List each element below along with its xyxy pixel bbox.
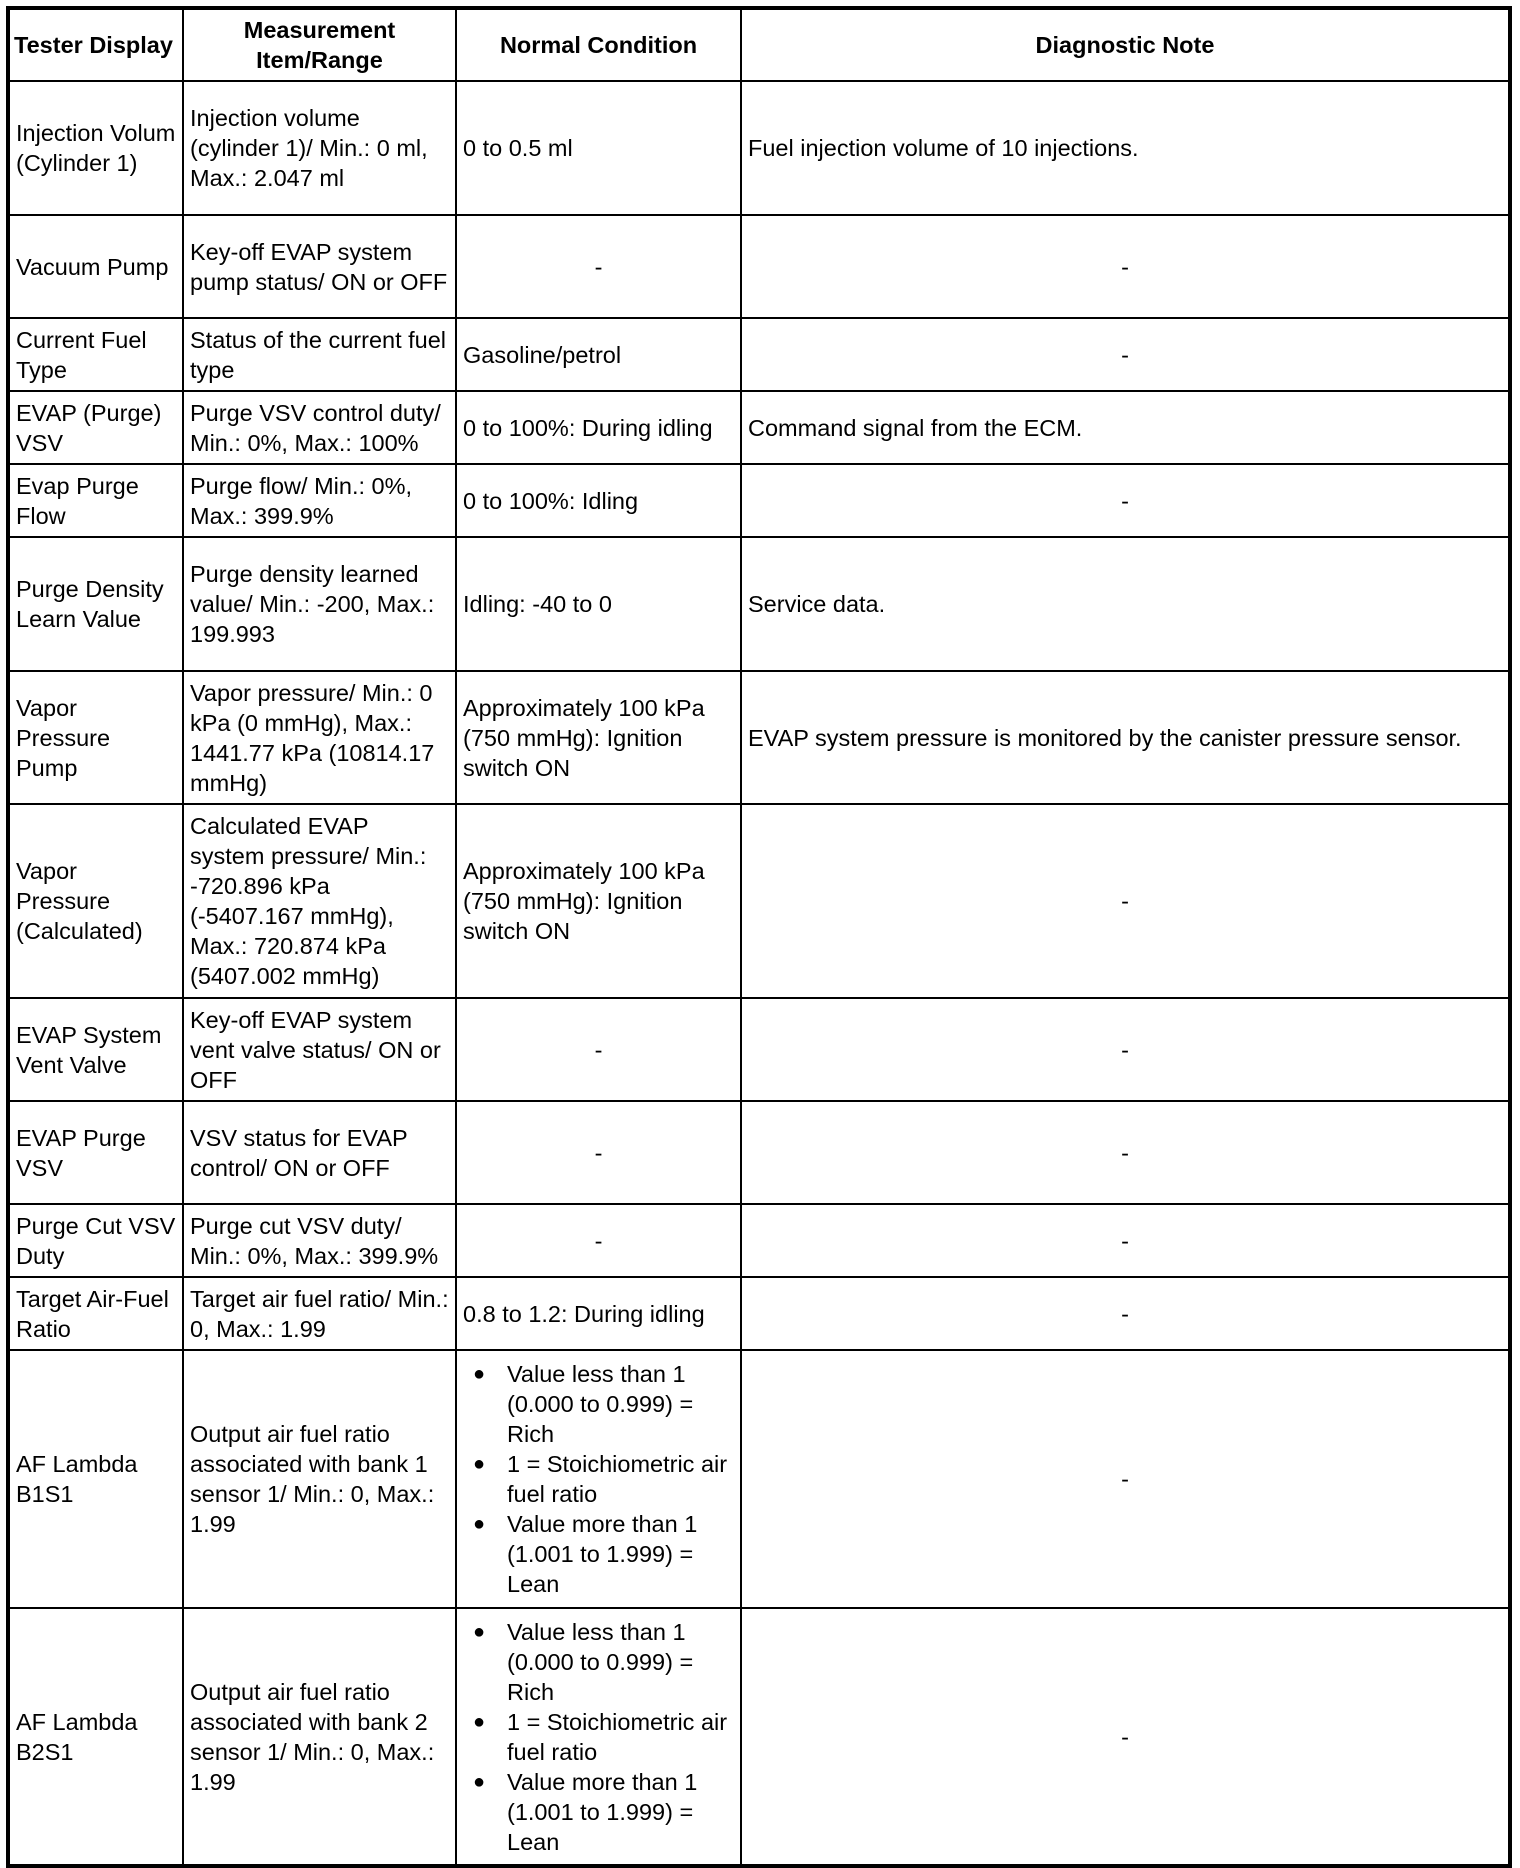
diagnostic-note-cell: - [741,804,1510,998]
table-row [8,1277,1510,1350]
table-row [8,464,1510,537]
tester-display-cell: Current Fuel Type [8,318,183,391]
measurement-cell: Key-off EVAP system pump status/ ON or OFF [183,215,456,318]
tester-display-cell: AF Lambda B2S1 [8,1608,183,1866]
table-row [8,1101,1510,1204]
measurement-cell: Key-off EVAP system vent valve status/ ON or OFF [183,998,456,1101]
measurement-cell: Purge density learned value/ Min.: -200, Max.: 199.993 [183,537,456,671]
normal-condition-cell: Approximately 100 kPa (750 mmHg): Ignition switch ON [456,804,741,998]
header-tester-display: Tester Display [8,8,183,81]
normal-condition-cell [456,1350,741,1608]
diagnostic-note-cell: - [741,1101,1510,1204]
measurement-cell: Calculated EVAP system pressure/ Min.: -720.896 kPa (-5407.167 mmHg), Max.: 720.874 kPa (5407.002 mmHg) [183,804,456,998]
table-row [8,81,1510,215]
diagnostic-note-cell: - [741,464,1510,537]
measurement-cell: Purge cut VSV duty/ Min.: 0%, Max.: 399.9% [183,1204,456,1277]
normal-condition-cell: Gasoline/petrol [456,318,741,391]
measurement-cell: Injection volume (cylinder 1)/ Min.: 0 ml, Max.: 2.047 ml [183,81,456,215]
normal-condition-cell: 0 to 100%: Idling [456,464,741,537]
normal-condition-cell: 0.8 to 1.2: During idling [456,1277,741,1350]
diagnostic-note-cell: - [741,1277,1510,1350]
diagnostic-note-cell: - [741,1204,1510,1277]
data-list-table [6,6,1512,1868]
normal-condition-cell: 0 to 0.5 ml [456,81,741,215]
normal-condition-cell [456,1608,741,1866]
measurement-cell: Vapor pressure/ Min.: 0 kPa (0 mmHg), Max.: 1441.77 kPa (10814.17 mmHg) [183,671,456,804]
list-item: ● Value more than 1 (1.001 to 1.999) = Lean [507,1767,734,1857]
tester-display-cell: Target Air-Fuel Ratio [8,1277,183,1350]
diagnostic-note-cell: - [741,318,1510,391]
list-item: ● Value less than 1 (0.000 to 0.999) = Rich [507,1359,734,1449]
diagnostic-note-cell: - [741,998,1510,1101]
tester-display-cell: Evap Purge Flow [8,464,183,537]
tester-display-cell: Vapor Pressure Pump [8,671,183,804]
tester-display-cell: AF Lambda B1S1 [8,1350,183,1608]
measurement-cell: Output air fuel ratio associated with bank 2 sensor 1/ Min.: 0, Max.: 1.99 [183,1608,456,1866]
header-row [8,8,1510,81]
header-measurement: Measurement Item/Range [183,8,456,81]
tester-display-cell: Purge Density Learn Value [8,537,183,671]
table-row [8,804,1510,998]
list-item: ● 1 = Stoichiometric air fuel ratio [507,1449,734,1509]
table-row [8,1204,1510,1277]
header-diagnostic-note: Diagnostic Note [741,8,1510,81]
diagnostic-note-cell: EVAP system pressure is monitored by the canister pressure sensor. [741,671,1510,804]
table-row [8,537,1510,671]
measurement-cell: Purge flow/ Min.: 0%, Max.: 399.9% [183,464,456,537]
measurement-cell: Output air fuel ratio associated with bank 1 sensor 1/ Min.: 0, Max.: 1.99 [183,1350,456,1608]
normal-condition-cell: - [456,998,741,1101]
table-row [8,671,1510,804]
list-item: ● Value more than 1 (1.001 to 1.999) = Lean [507,1509,734,1599]
normal-condition-cell: Idling: -40 to 0 [456,537,741,671]
normal-condition-list [463,1617,734,1857]
normal-condition-list [463,1359,734,1599]
tester-display-cell: EVAP (Purge) VSV [8,391,183,464]
measurement-cell: VSV status for EVAP control/ ON or OFF [183,1101,456,1204]
tester-display-cell: Purge Cut VSV Duty [8,1204,183,1277]
list-item: ● Value less than 1 (0.000 to 0.999) = Rich [507,1617,734,1707]
normal-condition-cell: - [456,215,741,318]
diagnostic-note-cell: Command signal from the ECM. [741,391,1510,464]
measurement-cell: Status of the current fuel type [183,318,456,391]
normal-condition-cell: - [456,1101,741,1204]
list-item: ● 1 = Stoichiometric air fuel ratio [507,1707,734,1767]
normal-condition-cell: 0 to 100%: During idling [456,391,741,464]
tester-display-cell: EVAP Purge VSV [8,1101,183,1204]
tester-display-cell: Vapor Pressure (Calculated) [8,804,183,998]
diagnostic-note-cell: - [741,1608,1510,1866]
table-row [8,1608,1510,1866]
diagnostic-note-cell: - [741,1350,1510,1608]
table-row [8,1350,1510,1608]
diagnostic-note-cell: - [741,215,1510,318]
table-row [8,998,1510,1101]
table-row [8,391,1510,464]
normal-condition-cell: Approximately 100 kPa (750 mmHg): Ignition switch ON [456,671,741,804]
diagnostic-note-cell: Service data. [741,537,1510,671]
tester-display-cell: Injection Volum (Cylinder 1) [8,81,183,215]
diagnostic-note-cell: Fuel injection volume of 10 injections. [741,81,1510,215]
header-normal-condition: Normal Condition [456,8,741,81]
table-row [8,215,1510,318]
normal-condition-cell: - [456,1204,741,1277]
table-row [8,318,1510,391]
measurement-cell: Target air fuel ratio/ Min.: 0, Max.: 1.99 [183,1277,456,1350]
tester-display-cell: Vacuum Pump [8,215,183,318]
measurement-cell: Purge VSV control duty/ Min.: 0%, Max.: 100% [183,391,456,464]
tester-display-cell: EVAP System Vent Valve [8,998,183,1101]
